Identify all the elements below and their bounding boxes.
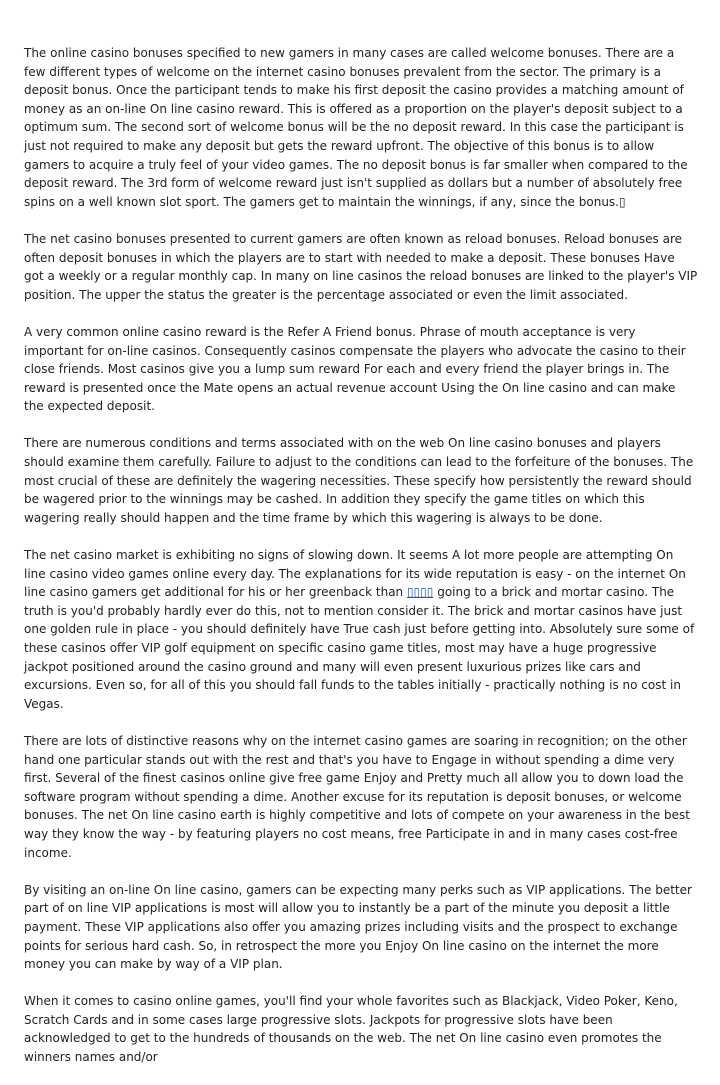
paragraph-casino-market — [24, 546, 698, 713]
paragraph-welcome-bonuses: The online casino bonuses specified to new gamers in many cases are called welcome bonuses. There are a few different types of welcome on the internet casino bonuses prevalent from the sector. The primary is a deposit bonus. Once the participant tends to make his first deposit the casino provides a matching amount of money as an on-line On line casino reward. This is offered as a proportion on the player's deposit subject to a optimum sum. The second sort of welcome bonus will be the no deposit reward. In this case the participant is just not required to make any deposit but gets the reward upfront. The objective of this bonus is to allow gamers to acquire a truly feel of your video games. The no deposit bonus is far smaller when compared to the deposit reward. The 3rd form of welcome reward just isn't supplied as dollars but a number of absolutely free spins on a well known slot sport. The gamers get to maintain the winnings, if any, since the bonus.▯ — [24, 46, 688, 209]
paragraph-text-before-link: The net casino market is exhibiting no signs of slowing down. It seems A lot more people are attempting On line casino video games online every day. The explanations for its wide reputation is easy - on the internet On line casino gamers get additional for his or her greenback than — [24, 548, 686, 600]
paragraph-reasons-popularity: There are lots of distinctive reasons why on the internet casino games are soaring in recognition; on the other hand one particular stands out with the rest and that's you have to Engage in without spending a dime very first. Several of the finest casinos online give free game Enjoy and Pretty much all allow you to down load the software program without spending a dime. Another excuse for its reputation is deposit bonuses, or welcome bonuses. The net On line casino earth is highly competitive and lots of compete on your awareness in the best way they know the way - by featuring players no cost means, free Participate in and in many cases cost-free income. — [24, 733, 690, 860]
paragraph-reload-bonuses: The net casino bonuses presented to current gamers are often known as reload bonuses. Reload bonuses are often deposit bonuses in which the players are to start with needed to make a deposit. These bonuses Have got a weekly or a regular monthly cap. In many on line casinos the reload bonuses are linked to the player's VIP position. The upper the status the greater is the percentage associated or even the limit associated. — [24, 231, 698, 302]
paragraph-refer-a-friend: A very common online casino reward is the Refer A Friend bonus. Phrase of mouth acceptance is very important for on-line casinos. Consequently casinos compensate the players who advocate the casino to their close friends. Most casinos give you a lump sum reward For each and every friend the player brings in. The reward is presented once the Mate opens an actual revenue account Using the On line casino and can make the expected deposit. — [24, 324, 686, 414]
inline-link[interactable]: ▯▯▯▯ — [406, 585, 434, 600]
paragraph-text-after-link: going to a brick and mortar casino. The truth is you'd probably hardly ever do this, not to mention consider it. The brick and mortar casinos have just one golden rule in place - you should definitely have True cash just before getting into. Absolutely sure some of these casinos offer VIP golf equipment on specific casino game titles, most may have a huge progressive jackpot positioned around the casino ground and many will even present luxurious prizes like cars and excursions. Even so, for all of this you should fall funds to the tables initially - practically nothing is no cost in Vegas. — [24, 585, 695, 711]
paragraph-casino-games: When it comes to casino online games, you'll find your whole favorites such as Blackjack, Video Poker, Keno, Scratch Cards and in some cases large progressive slots. Jackpots for progressive slots have been acknowledged to get to the hundreds of thousands on the web. The net On line casino even promotes the winners names and/or — [24, 994, 678, 1065]
article-body — [24, 44, 698, 1085]
paragraph-terms-conditions: There are numerous conditions and terms associated with on the web On line casino bonuses and players should examine them carefully. Failure to adjust to the conditions can lead to the forfeiture of the bonuses. The most crucial of these are definitely the wagering necessities. These specify how persistently the reward should be wagered prior to the winnings may be cashed. In addition they specify the game titles on which this wagering really should happen and the time frame by which this wagering is always to be done. — [24, 436, 694, 525]
paragraph-vip-applications: By visiting an on-line On line casino, gamers can be expecting many perks such as VIP applications. The better part of on line VIP applications is most will allow you to instantly be a part of the minute you deposit a little payment. These VIP applications also offer you amazing prizes including visits and the prospect to exchange points for serious hard cash. So, in retrospect the more you Enjoy On line casino on the internet the more money you can make by way of a VIP plan. — [24, 882, 692, 972]
